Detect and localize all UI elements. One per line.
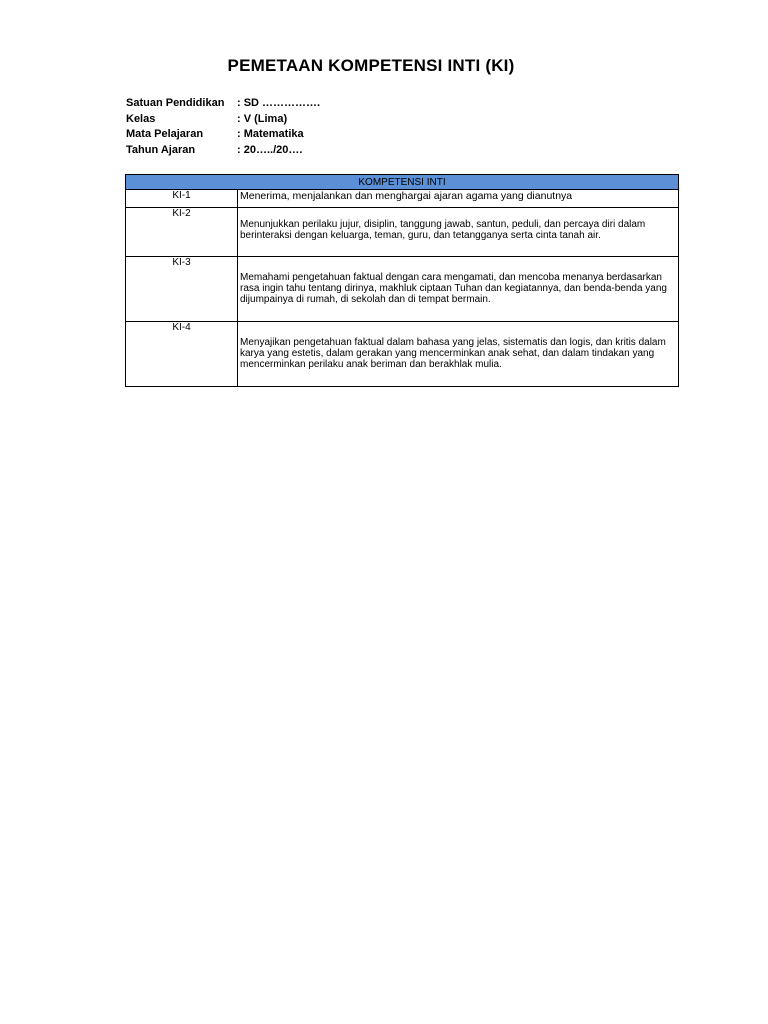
meta-value: : SD …………….	[237, 97, 321, 109]
ki-description: Menyajikan pengetahuan faktual dalam bahasa yang jelas, sistematis dan logis, dan kritis dalam karya yang estetis, dalam gerakan yang mencerminkan anak sehat, dan dalam tindakan yang mencerminkan perilaku anak beriman dan berakhlak mulia.	[240, 337, 666, 370]
ki-description: Memahami pengetahuan faktual dengan cara mengamati, dan mencoba menanya berdasarkan rasa ingin tahu tentang dirinya, makhluk ciptaan Tuhan dan kegiatannya, dan benda-benda yang dijumpainya di rumah, di sekolah dan di tempat bermain.	[240, 272, 667, 305]
ki-description-cell	[238, 257, 679, 322]
ki-code-cell: KI-3	[126, 257, 238, 322]
table-row	[126, 257, 679, 322]
meta-label: Kelas	[126, 112, 156, 125]
meta-value: : V (Lima)	[237, 112, 288, 125]
ki-description-cell	[238, 208, 679, 257]
meta-row-tahun-ajaran	[126, 143, 320, 159]
table-header: KOMPETENSI INTI	[126, 175, 679, 190]
table-row	[126, 322, 679, 387]
ki-code-cell: KI-1	[126, 190, 238, 208]
meta-label: Tahun Ajaran	[126, 143, 196, 156]
meta-row-mata-pelajaran	[126, 127, 320, 143]
table-row	[126, 190, 679, 208]
ki-description-cell	[238, 322, 679, 387]
ki-description-cell	[238, 190, 679, 208]
ki-code-cell: KI-2	[126, 208, 238, 257]
document-title: PEMETAAN KOMPETENSI INTI (KI)	[227, 56, 515, 75]
table-header-row	[126, 175, 679, 190]
table-row	[126, 208, 679, 257]
meta-value: : Matematika	[237, 128, 304, 140]
ki-code-cell: KI-4	[126, 322, 238, 387]
meta-row-kelas	[126, 112, 320, 128]
meta-value: : 20…../20….	[237, 143, 303, 156]
ki-description: Menerima, menjalankan dan menghargai ajaran agama yang dianutnya	[240, 190, 573, 202]
ki-description: Menunjukkan perilaku jujur, disiplin, tanggung jawab, santun, peduli, dan percaya diri dalam berinteraksi dengan keluarga, teman, guru, dan tetangganya serta cinta tanah air.	[240, 219, 646, 241]
document-meta	[126, 96, 320, 158]
kompetensi-inti-table	[125, 174, 679, 387]
meta-label: Satuan Pendidikan	[126, 97, 225, 109]
meta-label: Mata Pelajaran	[126, 128, 204, 140]
meta-row-satuan-pendidikan	[126, 96, 320, 112]
